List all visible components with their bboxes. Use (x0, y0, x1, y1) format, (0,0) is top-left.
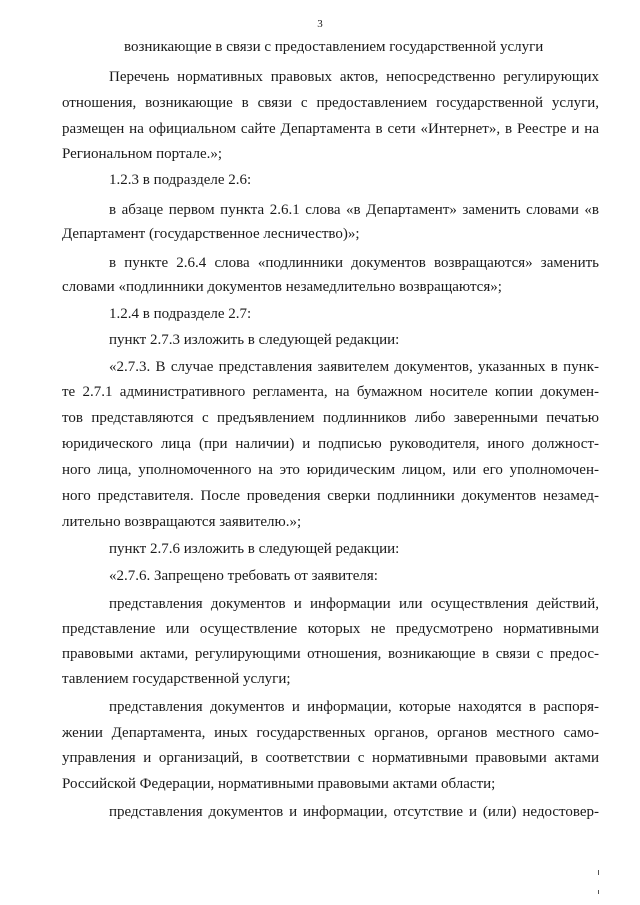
text-line-content: 1.2.4 в подразделе 2.7: (109, 306, 252, 322)
text-line-content: размещен на официальном сайте Департамента в сети «Интернет», в Реестре и на (62, 121, 599, 137)
text-line-content: правовыми актами, регулирующими отношения, возникающие в связи с предос- (62, 646, 599, 662)
text-line-content: ного лица, уполномоченного на это юридическим лицом, или его уполномочен- (62, 462, 599, 478)
text-line-content: представления документов и информации, которые находятся в распоря- (109, 699, 599, 715)
text-line-content: представления документов и информации или осуществления действий, (109, 596, 599, 612)
text-line-content: Перечень нормативных правовых актов, непосредственно регулирующих (109, 69, 599, 85)
text-line-content: жении Департамента, иных государственных органов, органов местного само- (62, 725, 599, 741)
text-line-content: те 2.7.1 административного регламента, на бумажном носителе копии докумен- (62, 384, 599, 400)
text-line-content: ного представителя. После проведения сверки подлинники документов незамед- (62, 488, 599, 504)
scan-artifact (598, 890, 599, 894)
text-line-content: «2.7.6. Запрещено требовать от заявителя: (109, 568, 378, 584)
text-line-content: пункт 2.7.3 изложить в следующей редакции: (109, 332, 400, 348)
text-line-content: тавлением государственной услуги; (62, 671, 291, 687)
text-line-content: возникающие в связи с предоставлением государственной услуги (124, 39, 544, 55)
text-line-content: Региональном портале.»; (62, 146, 223, 162)
text-line-content: в абзаце первом пункта 2.6.1 слова «в Департамент» заменить словами «в (109, 202, 599, 218)
text-line-content: «2.7.3. В случае представления заявителем документов, указанных в пунк- (109, 359, 599, 375)
text-line-content: представление или осуществление которых не предусмотрено нормативными (62, 621, 599, 637)
text-line-content: управления и организаций, в соответствии с нормативными правовыми актами (62, 750, 599, 766)
text-line-content: Российской Федерации, нормативными правовыми актами области; (62, 776, 496, 792)
page-number: 3 (317, 18, 323, 30)
text-line-content: отношения, возникающие в связи с предоставлением государственной услуги, (62, 95, 599, 111)
text-line-content: представления документов и информации, отсутствие и (или) недостовер- (109, 804, 599, 820)
text-line-content: 1.2.3 в подразделе 2.6: (109, 172, 252, 188)
text-line-content: лительно возвращаются заявителю.»; (62, 514, 302, 530)
text-line-content: в пункте 2.6.4 слова «подлинники документов возвращаются» заменить (109, 255, 599, 271)
text-line-content: словами «подлинники документов незамедлительно возвращаются»; (62, 279, 502, 295)
text-line-content: юридического лица (при наличии) и подписью руководителя, иного должност- (62, 436, 599, 452)
text-line-content: тов представляются с предъявлением подлинников либо заверенными печатью (62, 410, 599, 426)
text-line-content: пункт 2.7.6 изложить в следующей редакции: (109, 541, 400, 557)
text-line-content: Департамент (государственное лесничество)»; (62, 226, 360, 242)
scan-artifact (598, 870, 599, 875)
